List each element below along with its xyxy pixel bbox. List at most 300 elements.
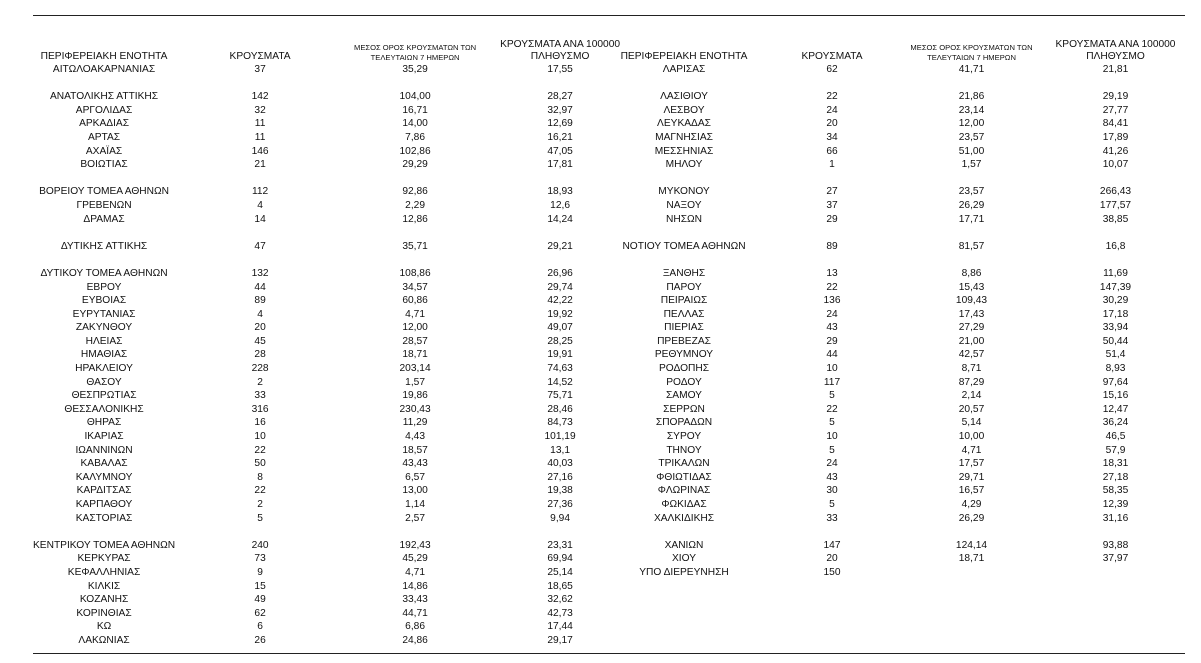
table-row <box>33 389 635 403</box>
table-row <box>600 552 1184 566</box>
left-header-row <box>33 37 635 63</box>
region-cell: ΡΟΔΟΠΗΣ <box>658 363 710 375</box>
cases-cell: 22 <box>826 91 838 103</box>
region-cell: ΙΚΑΡΙΑΣ <box>84 431 124 443</box>
per100k-cell: 75,71 <box>547 390 573 402</box>
per100k-cell: 46,5 <box>1105 431 1126 443</box>
right-table-block <box>600 37 1184 580</box>
avg7-cell: 23,14 <box>958 104 985 116</box>
table-row <box>600 430 1184 444</box>
table-row <box>600 376 1184 390</box>
per100k-cell: 29,74 <box>547 281 573 293</box>
per100k-cell: 11,69 <box>1103 267 1128 279</box>
per100k-cell: 93,88 <box>1102 539 1129 551</box>
region-cell: ΝΟΤΙΟΥ ΤΟΜΕΑ ΑΘΗΝΩΝ <box>622 240 746 252</box>
avg7-cell: 17,57 <box>958 458 985 470</box>
per100k-cell: 29,21 <box>547 240 573 252</box>
region-cell: ΘΑΣΟΥ <box>86 376 122 388</box>
region-cell: ΛΑΡΙΣΑΣ <box>662 64 706 75</box>
avg7-cell: 29,71 <box>958 471 985 483</box>
cases-cell: 16 <box>254 417 266 429</box>
per100k-cell: 9,94 <box>550 512 570 524</box>
region-cell: ΚΕΡΚΥΡΑΣ <box>77 553 131 565</box>
header-region: ΠΕΡΙΦΕΡΕΙΑΚΗ ΕΝΟΤΗΤΑ <box>40 51 168 62</box>
avg7-cell: 12,00 <box>958 118 985 130</box>
per100k-cell: 177,57 <box>1099 199 1132 211</box>
left-table-body <box>33 63 635 648</box>
table-row <box>600 498 1184 512</box>
table-row <box>600 267 1184 281</box>
region-cell: ΚΩ <box>96 621 112 633</box>
region-cell: ΕΥΒΟΙΑΣ <box>81 295 127 307</box>
table-row <box>33 512 635 526</box>
avg7-cell: 16,71 <box>402 104 428 116</box>
table-row <box>600 335 1184 349</box>
spacer-cell <box>600 77 1184 91</box>
per100k-cell: 42,22 <box>547 295 573 307</box>
region-cell: ΔΥΤΙΚΗΣ ΑΤΤΙΚΗΣ <box>60 240 148 252</box>
cases-cell: 43 <box>826 322 838 334</box>
table-row <box>600 213 1184 227</box>
region-cell: ΔΡΑΜΑΣ <box>83 213 125 225</box>
cases-cell: 50 <box>254 458 266 470</box>
avg7-cell: 18,71 <box>958 553 985 565</box>
region-cell: ΤΗΝΟΥ <box>666 444 702 456</box>
table-row <box>600 158 1184 172</box>
cases-cell: 4 <box>257 199 263 211</box>
region-cell: ΛΕΥΚΑΔΑΣ <box>657 118 711 130</box>
table-row <box>600 471 1184 485</box>
per100k-cell: 101,19 <box>544 431 576 443</box>
table-row <box>33 471 635 485</box>
table-row <box>33 552 635 566</box>
table-row <box>600 403 1184 417</box>
per100k-cell: 17,18 <box>1102 308 1129 320</box>
avg7-cell: 2,14 <box>961 390 982 402</box>
table-row <box>33 484 635 498</box>
avg7-cell: 14,86 <box>402 580 428 592</box>
avg7-cell: 34,57 <box>402 281 428 293</box>
table-row <box>33 335 635 349</box>
region-cell: ΕΒΡΟΥ <box>86 281 122 293</box>
per100k-cell: 13,1 <box>550 444 570 456</box>
avg7-cell: 11,29 <box>402 417 428 429</box>
region-cell: ΧΑΝΙΩΝ <box>664 539 704 551</box>
avg7-cell: 18,57 <box>402 444 428 456</box>
avg7-cell: 2,29 <box>405 199 425 211</box>
region-cell: ΡΕΘΥΜΝΟΥ <box>654 349 714 361</box>
per100k-cell: 12,6 <box>550 199 570 211</box>
avg7-cell: 4,71 <box>405 566 425 578</box>
spacer-row <box>600 253 1184 267</box>
bottom-rule <box>33 653 1185 654</box>
avg7-cell: 6,86 <box>405 621 425 633</box>
region-cell: ΒΟΡΕΙΟΥ ΤΟΜΕΑ ΑΘΗΝΩΝ <box>39 186 169 198</box>
avg7-cell: 13,00 <box>402 485 428 497</box>
region-cell: ΘΕΣΠΡΩΤΙΑΣ <box>71 390 137 402</box>
cases-cell: 5 <box>829 390 835 402</box>
table-row <box>600 416 1184 430</box>
avg7-cell: 42,57 <box>958 349 985 361</box>
region-cell: ΚΕΝΤΡΙΚΟΥ ΤΟΜΕΑ ΑΘΗΝΩΝ <box>33 539 176 551</box>
avg7-cell: 33,43 <box>402 594 428 606</box>
cases-cell: 4 <box>257 308 263 320</box>
cases-cell: 117 <box>823 376 841 388</box>
region-cell: ΖΑΚΥΝΘΟΥ <box>75 322 133 334</box>
region-cell: ΚΟΖΑΝΗΣ <box>79 594 129 606</box>
per100k-cell: 32,62 <box>547 594 573 606</box>
table-row <box>600 240 1184 254</box>
per100k-cell: 18,65 <box>547 580 573 592</box>
avg7-cell: 26,29 <box>958 512 985 524</box>
cases-cell: 147 <box>823 539 841 551</box>
region-cell: ΝΑΞΟΥ <box>666 199 702 211</box>
per100k-cell: 26,96 <box>547 267 573 279</box>
avg7-cell: 4,71 <box>405 308 425 320</box>
region-cell: ΥΠΟ ΔΙΕΡΕΥΝΗΣΗ <box>639 566 729 578</box>
cases-cell: 44 <box>826 349 838 361</box>
per100k-cell: 16,21 <box>547 131 573 143</box>
table-row <box>600 63 1184 77</box>
table-row <box>600 512 1184 526</box>
table-row <box>33 607 635 621</box>
avg7-cell: 2,57 <box>405 512 425 524</box>
avg7-cell: 35,71 <box>402 240 428 252</box>
region-cell: ΘΗΡΑΣ <box>86 417 122 429</box>
cases-cell: 89 <box>254 295 266 307</box>
per100k-cell: 49,07 <box>547 322 573 334</box>
region-cell: ΚΟΡΙΝΘΙΑΣ <box>76 607 132 619</box>
region-cell: ΜΥΚΟΝΟΥ <box>658 186 710 198</box>
per100k-cell: 33,94 <box>1102 322 1129 334</box>
table-row <box>600 131 1184 145</box>
cases-cell: 316 <box>251 403 269 415</box>
table-row <box>600 104 1184 118</box>
per100k-cell: 147,39 <box>1099 281 1132 293</box>
avg7-cell: 21,00 <box>958 335 985 347</box>
avg7-cell: 15,43 <box>958 281 985 293</box>
per100k-cell: 36,24 <box>1102 417 1129 429</box>
spacer-row <box>600 525 1184 539</box>
per100k-cell: 12,69 <box>547 118 573 130</box>
avg7-cell: 4,43 <box>405 431 425 443</box>
cases-cell: 10 <box>254 431 266 443</box>
table-row <box>33 634 635 648</box>
spacer-cell <box>33 253 635 267</box>
table-row <box>600 321 1184 335</box>
header-per100k-line2: ΠΛΗΘΥΣΜΟ <box>1086 51 1145 62</box>
avg7-cell: 23,57 <box>958 186 985 198</box>
per100k-cell: 17,44 <box>547 621 573 633</box>
header-per100k-line1: ΚΡΟΥΣΜΑΤΑ ΑΝΑ 100000 <box>1055 39 1176 50</box>
spacer-cell <box>600 253 1184 267</box>
table-row <box>33 240 635 254</box>
region-cell: ΗΛΕΙΑΣ <box>85 335 123 347</box>
cases-cell: 132 <box>251 267 269 279</box>
region-cell: ΧΙΟΥ <box>671 553 697 565</box>
avg7-cell: 102,86 <box>399 145 431 157</box>
cases-cell: 24 <box>826 104 838 116</box>
per100k-cell: 19,38 <box>547 485 573 497</box>
cases-cell: 66 <box>826 145 838 157</box>
header-avg7 <box>345 37 485 63</box>
per100k-cell: 50,44 <box>1102 335 1129 347</box>
avg7-cell: 124,14 <box>955 539 988 551</box>
per100k-cell: 31,16 <box>1102 512 1129 524</box>
cases-cell: 29 <box>826 335 838 347</box>
table-row <box>33 362 635 376</box>
cases-cell: 5 <box>257 512 263 524</box>
spacer-row <box>600 172 1184 186</box>
table-row <box>33 580 635 594</box>
per100k-cell: 84,73 <box>547 417 573 429</box>
per100k-cell: 58,35 <box>1102 485 1129 497</box>
header-avg7-line1: ΜΕΣΟΣ ΟΡΟΣ ΚΡΟΥΣΜΑΤΩΝ ΤΩΝ <box>354 43 477 52</box>
cases-cell: 6 <box>257 621 263 633</box>
region-cell: ΛΑΚΩΝΙΑΣ <box>78 634 130 646</box>
region-cell: ΡΟΔΟΥ <box>666 376 702 388</box>
spacer-cell <box>600 172 1184 186</box>
region-cell: ΚΑΡΔΙΤΣΑΣ <box>76 485 132 497</box>
cases-cell: 9 <box>257 566 263 578</box>
per100k-cell: 19,92 <box>547 308 573 320</box>
avg7-cell: 8,71 <box>961 363 982 375</box>
spacer-cell <box>600 525 1184 539</box>
table-row <box>600 539 1184 553</box>
spacer-row <box>33 525 635 539</box>
cases-cell: 5 <box>829 444 835 456</box>
table-row <box>600 281 1184 295</box>
avg7-cell: 27,29 <box>958 322 985 334</box>
region-cell: ΒΟΙΩΤΙΑΣ <box>80 159 128 171</box>
cases-cell: 11 <box>254 131 266 143</box>
avg7-cell: 81,57 <box>958 240 985 252</box>
table-row <box>600 389 1184 403</box>
avg7-cell: 108,86 <box>399 267 431 279</box>
cases-cell: 49 <box>254 594 266 606</box>
cases-cell: 28 <box>254 349 266 361</box>
avg7-cell: 18,71 <box>402 349 428 361</box>
avg7-cell: 29,29 <box>402 159 428 171</box>
region-cell: ΜΕΣΣΗΝΙΑΣ <box>654 145 714 157</box>
header-cases: ΚΡΟΥΣΜΑΤΑ <box>229 51 291 62</box>
table-row <box>33 185 635 199</box>
cases-cell: 33 <box>826 512 838 524</box>
per100k-cell: 17,81 <box>547 159 573 171</box>
cases-cell: 26 <box>254 634 266 646</box>
avg7-cell: 35,29 <box>402 64 428 75</box>
cases-cell: 15 <box>254 580 266 592</box>
avg7-cell: 203,14 <box>399 363 431 375</box>
table-row <box>33 376 635 390</box>
cases-cell: 21 <box>254 159 266 171</box>
per100k-cell: 28,46 <box>547 403 573 415</box>
avg7-cell: 43,43 <box>402 458 428 470</box>
table-row <box>33 430 635 444</box>
per100k-cell: 16,8 <box>1105 240 1126 252</box>
table-row <box>33 104 635 118</box>
spacer-row <box>33 172 635 186</box>
region-cell: ΠΕΛΛΑΣ <box>663 308 705 320</box>
region-cell: ΚΙΛΚΙΣ <box>87 580 121 592</box>
avg7-cell: 109,43 <box>955 295 988 307</box>
per100k-cell: 14,24 <box>547 213 573 225</box>
cases-cell: 228 <box>251 363 269 375</box>
per100k-cell: 12,47 <box>1102 403 1129 415</box>
cases-cell: 8 <box>257 471 263 483</box>
per100k-cell: 14,52 <box>547 376 573 388</box>
region-cell: ΑΧΑΪΑΣ <box>85 145 123 157</box>
cases-cell: 27 <box>826 186 838 198</box>
header-per100k-line2: ΠΛΗΘΥΣΜΟ <box>530 51 590 62</box>
spacer-cell <box>33 226 635 240</box>
cases-cell: 37 <box>254 64 266 75</box>
cases-cell: 240 <box>251 539 269 551</box>
table-row <box>33 620 635 634</box>
header-avg7-line2: ΤΕΛΕΥΤΑΙΩΝ 7 ΗΜΕΡΩΝ <box>927 53 1016 62</box>
avg7-cell: 21,86 <box>958 91 985 103</box>
table-row <box>600 185 1184 199</box>
header-per100k-line1: ΚΡΟΥΣΜΑΤΑ ΑΝΑ 100000 <box>500 39 621 50</box>
header-per100k <box>1047 37 1184 63</box>
spacer-cell <box>600 226 1184 240</box>
table-row <box>33 267 635 281</box>
avg7-cell: 5,14 <box>961 417 982 429</box>
per100k-cell: 30,29 <box>1102 295 1129 307</box>
cases-cell: 10 <box>826 431 838 443</box>
region-cell: ΗΡΑΚΛΕΙΟΥ <box>75 363 133 375</box>
avg7-cell: 8,86 <box>961 267 982 279</box>
table-row <box>33 145 635 159</box>
cases-cell: 24 <box>826 458 838 470</box>
header-avg7 <box>896 37 1047 63</box>
table-row <box>600 199 1184 213</box>
header-region: ΠΕΡΙΦΕΡΕΙΑΚΗ ΕΝΟΤΗΤΑ <box>620 51 748 62</box>
region-cell: ΓΡΕΒΕΝΩΝ <box>76 199 132 211</box>
region-cell: ΞΑΝΘΗΣ <box>662 267 706 279</box>
region-cell: ΑΡΓΟΛΙΔΑΣ <box>75 104 133 116</box>
per100k-cell: 21,81 <box>1102 64 1129 75</box>
cases-cell: 22 <box>826 281 838 293</box>
cases-cell: 20 <box>254 322 266 334</box>
cases-cell: 32 <box>254 104 266 116</box>
cases-cell: 22 <box>254 485 266 497</box>
avg7-cell: 104,00 <box>399 91 431 103</box>
avg7-cell: 28,57 <box>402 335 428 347</box>
avg7-cell: 17,71 <box>958 213 985 225</box>
cases-cell: 34 <box>826 131 838 143</box>
table-row <box>600 484 1184 498</box>
table-row <box>600 348 1184 362</box>
per100k-cell: 41,26 <box>1102 145 1129 157</box>
table-row <box>33 457 635 471</box>
table-row <box>33 294 635 308</box>
cases-cell: 22 <box>254 444 266 456</box>
table-row <box>33 498 635 512</box>
table-row <box>600 90 1184 104</box>
per100k-cell: 18,93 <box>547 186 573 198</box>
avg7-cell: 19,86 <box>402 390 428 402</box>
left-cases-table <box>33 37 635 648</box>
region-cell: ΔΥΤΙΚΟΥ ΤΟΜΕΑ ΑΘΗΝΩΝ <box>40 267 168 279</box>
per100k-cell: 32,97 <box>547 104 573 116</box>
avg7-cell: 24,86 <box>402 634 428 646</box>
region-cell: ΙΩΑΝΝΙΝΩΝ <box>75 444 133 456</box>
per100k-cell: 27,18 <box>1102 471 1129 483</box>
cases-cell: 44 <box>254 281 266 293</box>
top-rule <box>33 15 1185 16</box>
table-row <box>33 90 635 104</box>
avg7-cell: 16,57 <box>958 485 985 497</box>
region-cell: ΚΑΛΥΜΝΟΥ <box>75 471 133 483</box>
cases-cell: 112 <box>251 186 269 198</box>
avg7-cell: 44,71 <box>402 607 428 619</box>
cases-cell: 30 <box>826 485 838 497</box>
region-cell: ΑΙΤΩΛΟΑΚΑΡΝΑΝΙΑΣ <box>52 64 156 75</box>
table-row <box>33 321 635 335</box>
per100k-cell <box>1047 566 1184 580</box>
avg7-cell: 45,29 <box>402 553 428 565</box>
per100k-cell: 84,41 <box>1102 118 1129 130</box>
right-cases-table <box>600 37 1184 580</box>
avg7-cell: 60,86 <box>402 295 428 307</box>
per100k-cell: 40,03 <box>547 458 573 470</box>
cases-cell: 47 <box>254 240 266 252</box>
avg7-cell: 26,29 <box>958 199 985 211</box>
cases-cell: 2 <box>257 499 263 510</box>
avg7-cell: 192,43 <box>399 539 431 551</box>
cases-cell: 142 <box>251 91 269 103</box>
per100k-cell: 27,16 <box>547 471 573 483</box>
spacer-row <box>33 226 635 240</box>
per100k-cell: 12,39 <box>1102 499 1129 510</box>
per100k-cell: 38,85 <box>1102 213 1129 225</box>
cases-cell: 11 <box>254 118 266 130</box>
table-row <box>600 457 1184 471</box>
region-cell: ΦΘΙΩΤΙΔΑΣ <box>656 471 712 483</box>
per100k-cell: 10,07 <box>1102 159 1129 171</box>
per100k-cell: 37,97 <box>1102 553 1129 565</box>
region-cell: ΤΡΙΚΑΛΩΝ <box>658 458 710 470</box>
cases-cell: 2 <box>257 376 263 388</box>
avg7-cell: 12,00 <box>402 322 428 334</box>
table-row <box>33 416 635 430</box>
per100k-cell: 42,73 <box>547 607 573 619</box>
table-row <box>600 117 1184 131</box>
cases-cell: 43 <box>826 471 838 483</box>
table-row <box>600 362 1184 376</box>
table-row <box>33 131 635 145</box>
region-cell: ΕΥΡΥΤΑΝΙΑΣ <box>72 308 136 320</box>
spacer-cell <box>33 525 635 539</box>
per100k-cell: 23,31 <box>547 539 573 551</box>
region-cell: ΠΑΡΟΥ <box>666 281 702 293</box>
table-row <box>33 566 635 580</box>
region-cell: ΚΕΦΑΛΛΗΝΙΑΣ <box>67 566 141 578</box>
region-cell: ΧΑΛΚΙΔΙΚΗΣ <box>653 512 715 524</box>
cases-cell: 62 <box>826 64 838 75</box>
region-cell: ΦΛΩΡΙΝΑΣ <box>657 485 711 497</box>
cases-cell: 37 <box>826 199 838 211</box>
region-cell: ΗΜΑΘΙΑΣ <box>80 349 128 361</box>
cases-cell: 10 <box>826 363 838 375</box>
avg7-cell: 10,00 <box>958 431 985 443</box>
avg7-cell: 14,00 <box>402 118 428 130</box>
region-cell: ΝΗΣΩΝ <box>666 213 702 225</box>
region-cell: ΣΥΡΟΥ <box>666 431 702 443</box>
table-row <box>33 117 635 131</box>
table-row <box>600 444 1184 458</box>
